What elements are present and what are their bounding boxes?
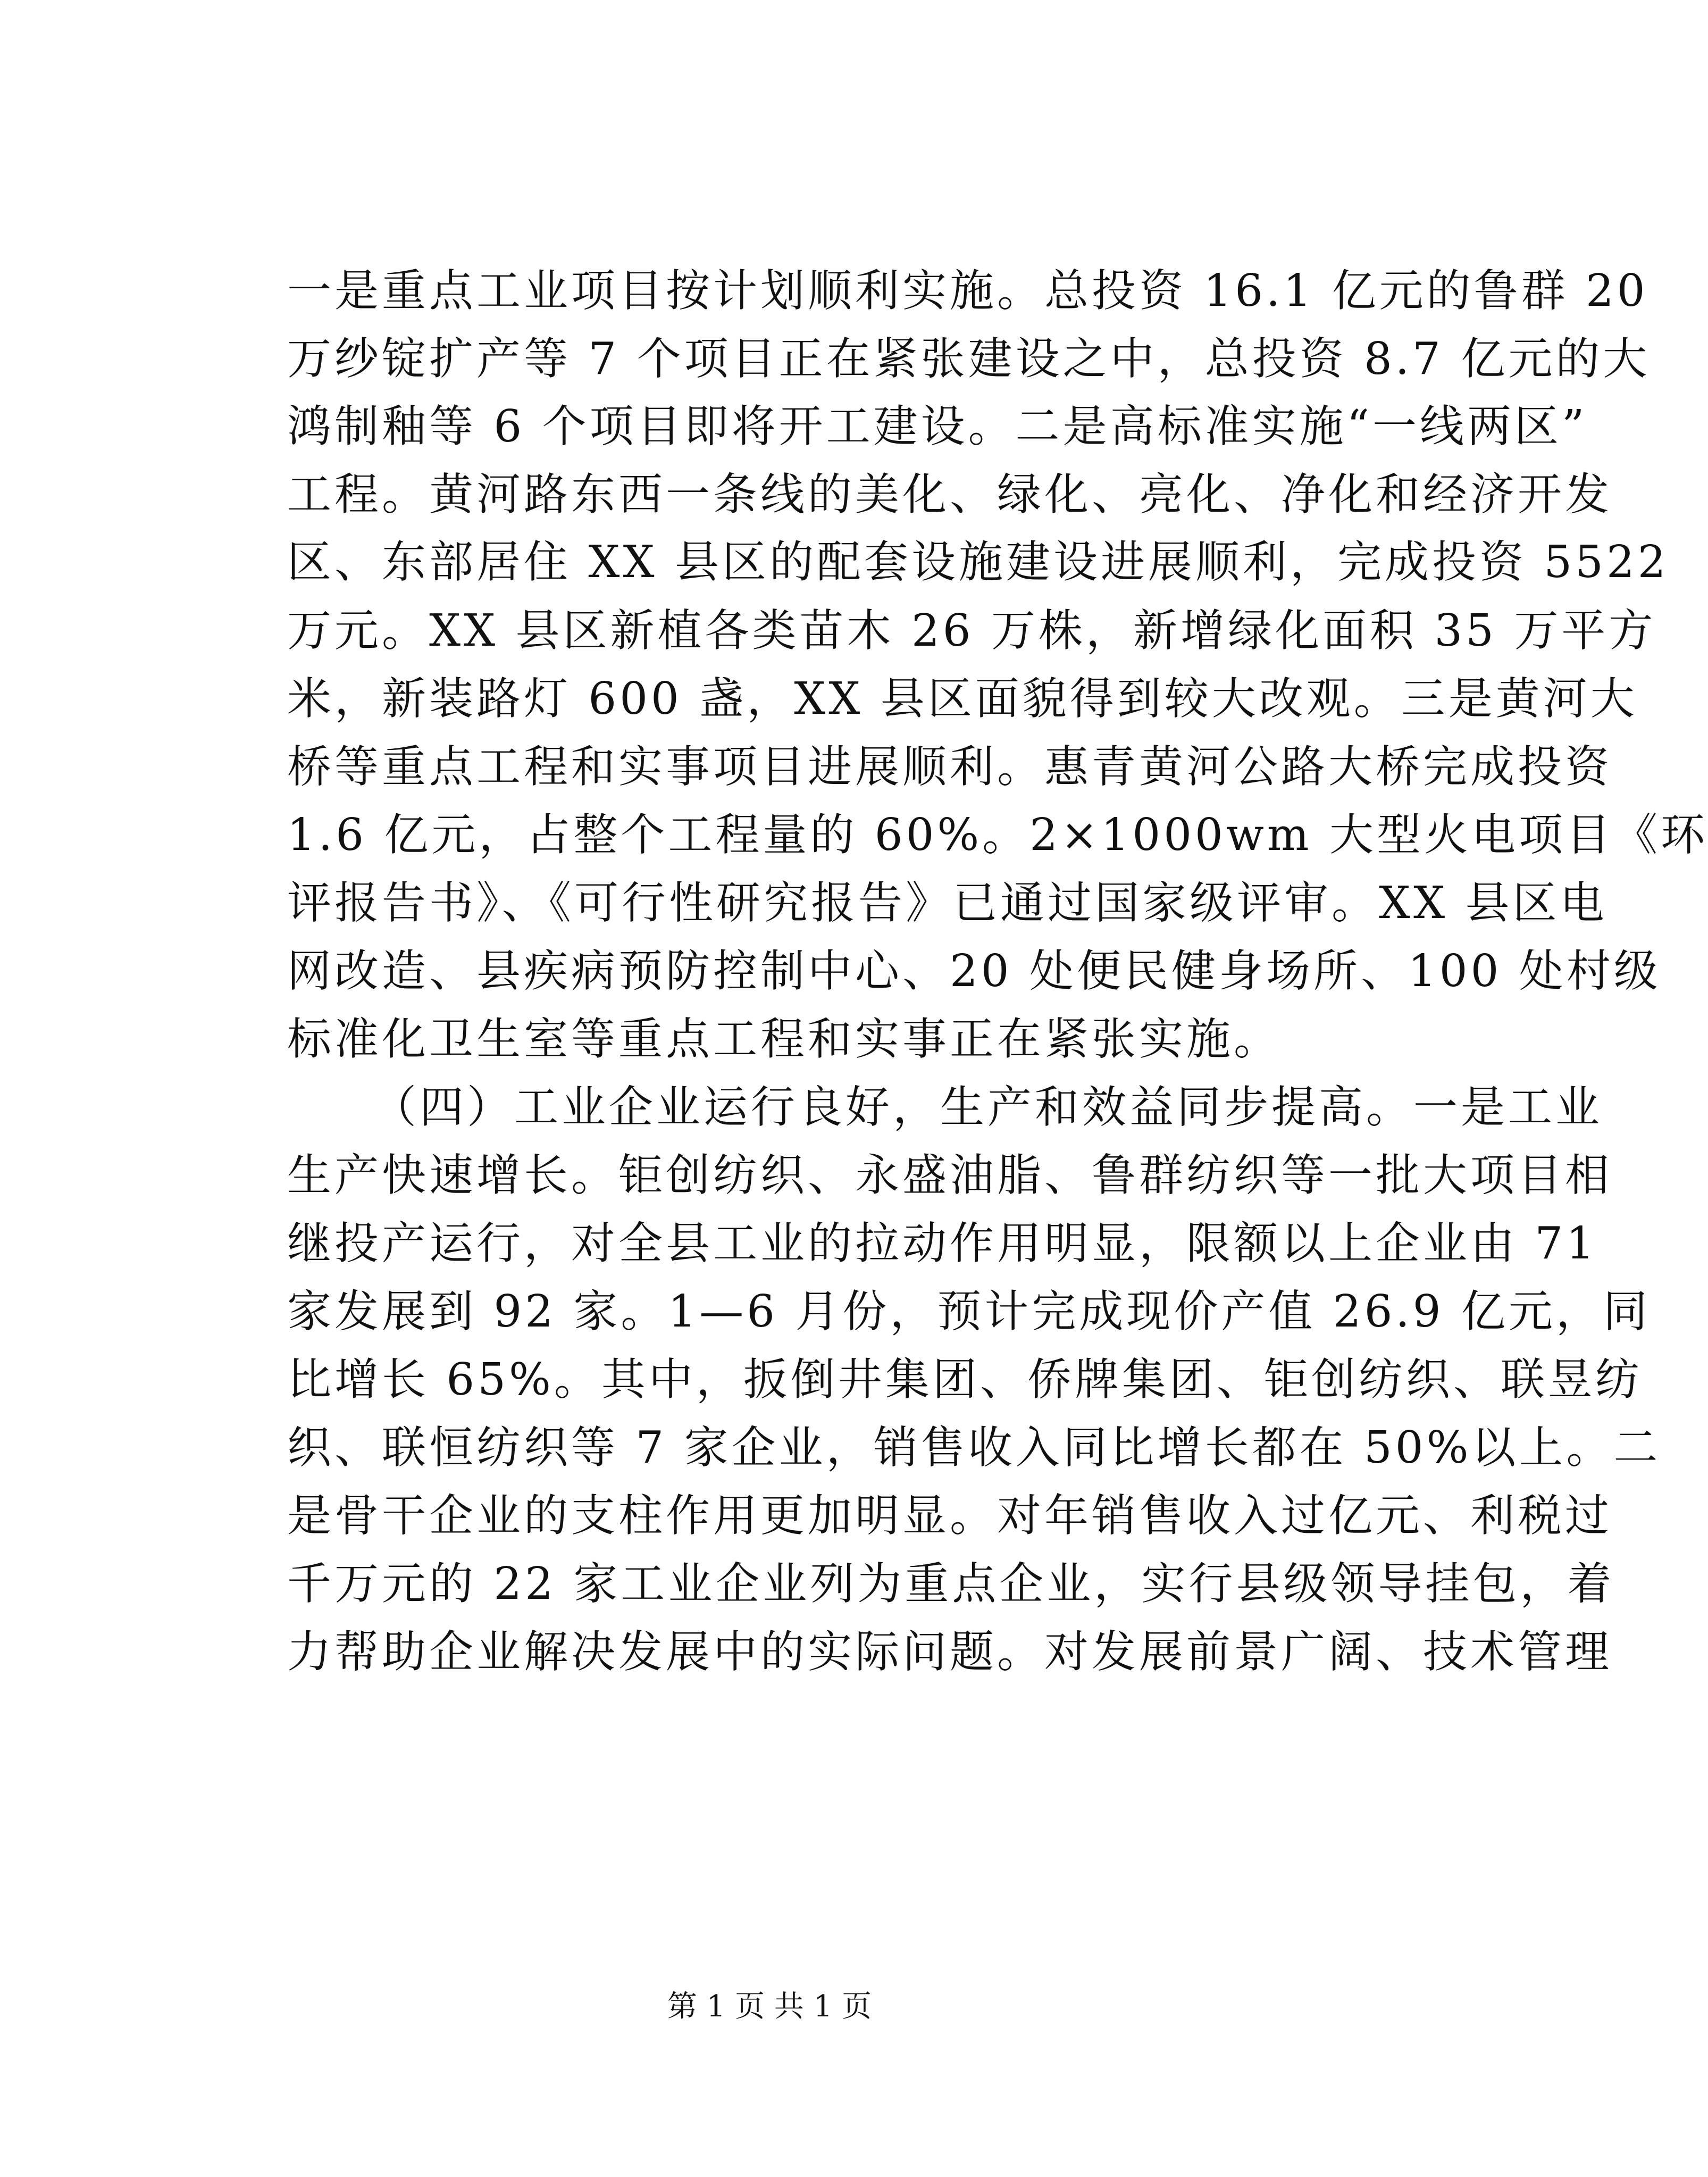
- text-line: 是骨干企业的支柱作用更加明显。对年销售收入过亿元、利税过: [287, 1490, 1612, 1541]
- text-line: 万元。XX 县区新植各类苗木 26 万株，新增绿化面积 35 万平方: [287, 605, 1656, 656]
- text-line: 米，新装路灯 600 盏，XX 县区面貌得到较大改观。三是黄河大: [287, 673, 1638, 724]
- text-line: 标准化卫生室等重点工程和实事正在紧张实施。: [287, 1013, 1281, 1065]
- text-line: 织、联恒纺织等 7 家企业，销售收入同比增长都在 50%以上。二: [287, 1422, 1661, 1473]
- text-line: 家发展到 92 家。1—6 月份，预计完成现价产值 26.9 亿元，同: [287, 1286, 1651, 1337]
- page-footer: 第 1 页 共 1 页: [667, 1989, 872, 2024]
- text-line: 万纱锭扩产等 7 个项目正在紧张建设之中，总投资 8.7 亿元的大: [287, 333, 1651, 385]
- text-line: 生产快速增长。钜创纺织、永盛油脂、鲁群纺织等一批大项目相: [287, 1149, 1612, 1201]
- text-line: 鸿制釉等 6 个项目即将开工建设。二是高标准实施“一线两区”: [287, 401, 1588, 452]
- text-line: 桥等重点工程和实事项目进展顺利。惠青黄河公路大桥完成投资: [287, 741, 1612, 793]
- text-line: 比增长 65%。其中，扳倒井集团、侨牌集团、钜创纺织、联昱纺: [287, 1354, 1643, 1405]
- text-line: 一是重点工业项目按计划顺利实施。总投资 16.1 亿元的鲁群 20: [287, 265, 1648, 316]
- paragraph-start-line: （四）工业企业运行良好，生产和效益同步提高。一是工业: [372, 1081, 1603, 1133]
- text-line: 网改造、县疾病预防控制中心、20 处便民健身场所、100 处村级: [287, 945, 1661, 997]
- text-line: 评报告书》、《可行性研究报告》已通过国家级评审。XX 县区电: [287, 877, 1607, 929]
- text-line: 继投产运行，对全县工业的拉动作用明显，限额以上企业由 71: [287, 1217, 1597, 1269]
- text-line: 千万元的 22 家工业企业列为重点企业，实行县级领导挂包，着: [287, 1558, 1615, 1609]
- text-line: 力帮助企业解决发展中的实际问题。对发展前景广阔、技术管理: [287, 1626, 1612, 1678]
- text-line: 1.6 亿元，占整个工程量的 60%。2×1000wm 大型火电项目《环: [287, 809, 1708, 861]
- text-line: 区、东部居住 XX 县区的配套设施建设进展顺利，完成投资 5522: [287, 536, 1669, 588]
- text-line: 工程。黄河路东西一条线的美化、绿化、亮化、净化和经济开发: [287, 469, 1612, 520]
